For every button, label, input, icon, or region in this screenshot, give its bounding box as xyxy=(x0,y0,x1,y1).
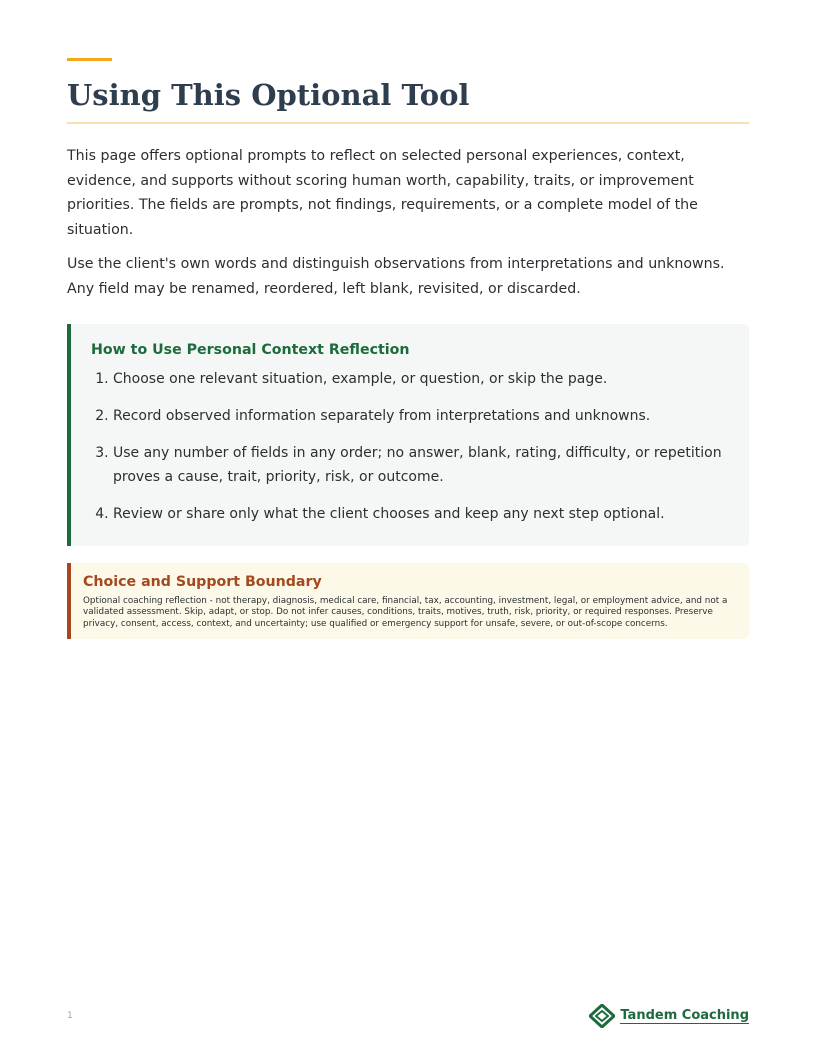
how-to-step: 2. Record observed information separately from interpretations and unknowns. xyxy=(113,404,729,428)
page-number: 1 xyxy=(67,1011,73,1021)
brand-name: Tandem Coaching xyxy=(620,1008,749,1023)
how-to-step: 3. Use any number of fields in any order; no answer, blank, rating, difficulty, or repetition proves a cause, trait, priority, risk, or outcome. xyxy=(113,441,729,489)
how-to-step: 4. Review or share only what the client chooses and keep any next step optional. xyxy=(113,502,729,526)
document-page xyxy=(67,58,749,639)
intro-paragraph: This page offers optional prompts to reflect on selected personal experiences, context, evidence, and supports without scoring human worth, capability, traits, or improvement priorities. The fields are prompts, not findings, requirements, or a complete model of the situation. xyxy=(67,148,698,238)
boundary-text: Optional coaching reflection - not therapy, diagnosis, medical care, financial, tax, accounting, investment, legal, or employment advice, and not a validated assessment. Skip, adapt, or stop. Do not infer causes, conditions, traits, motives, truth, risk, priority, or required responses. Preserve privacy, consent, access, context, and uncertainty; use qualified or emergency support for unsafe, severe, or out-of-scope concerns. xyxy=(83,596,728,629)
how-to-panel xyxy=(67,324,749,546)
boundary-notice xyxy=(67,563,749,639)
how-to-heading: How to Use Personal Context Reflection xyxy=(91,342,410,358)
how-to-step: 1. Choose one relevant situation, example, or question, or skip the page. xyxy=(113,367,729,391)
page-title: Using This Optional Tool xyxy=(67,77,749,124)
brand-footer xyxy=(589,1004,749,1028)
boundary-heading: Choice and Support Boundary xyxy=(83,574,322,590)
title-accent-bar xyxy=(67,58,112,61)
how-to-steps-list xyxy=(91,367,729,526)
intro-paragraph: Use the client's own words and distinguish observations from interpretations and unknowns. Any field may be renamed, reordered, left blank, revisited, or discarded. xyxy=(67,256,725,297)
diamond-logo-icon xyxy=(589,1004,615,1028)
intro-section xyxy=(67,144,749,301)
